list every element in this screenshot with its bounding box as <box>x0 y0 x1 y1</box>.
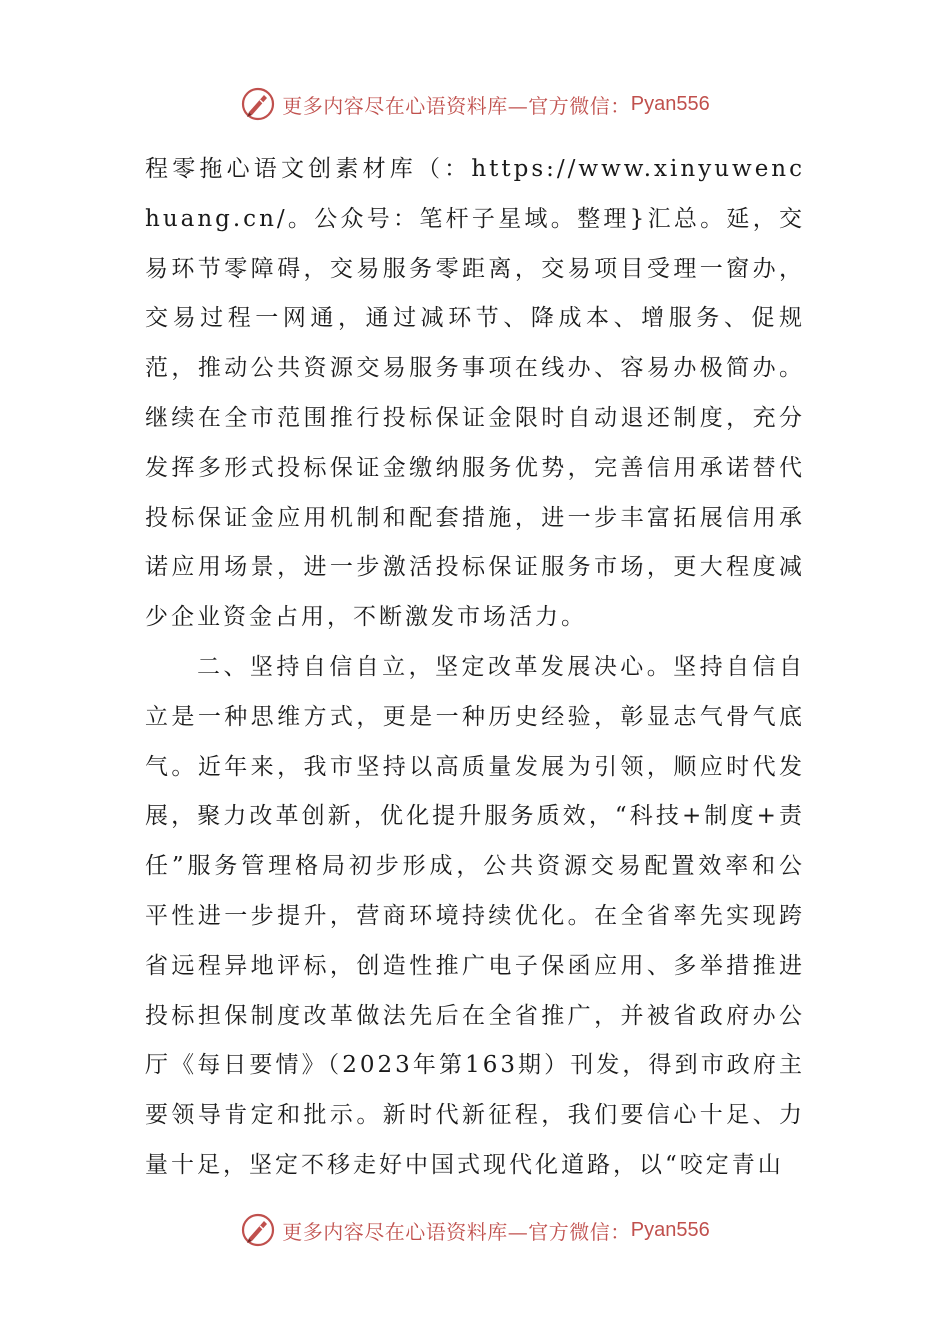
header-banner <box>0 84 950 124</box>
pen-logo-icon <box>240 1212 276 1248</box>
wechat-id: Pyan556 <box>630 1218 710 1241</box>
paragraph: 二、坚持自信自立，坚定改革发展决心。坚持自信自立是一种思维方式，更是一种历史经验，彰显志气骨气底气。近年来，我市坚持以高质量发展为引领，顺应时代发展，聚力改革创新，优化提升服务质效，“科技+制度+责任”服务管理格局初步形成，公共资源交易配置效率和公平性进一步提升，营商环境持续优化。在全省率先实现跨省远程异地评标，创造性推广电子保函应用、多举措推进投标担保制度改革做法先后在全省推广，并被省政府办公厅《每日要情》（2023年第163期）刊发，得到市政府主要领导肯定和批示。新时代新征程，我们要信心十足、力量十足，坚定不移走好中国式现代化道路，以“咬定青山 <box>145 653 805 1178</box>
wechat-id: Pyan556 <box>630 92 710 115</box>
banner-text: 更多内容尽在心语资料库—官方微信： <box>282 1219 631 1244</box>
banner-text: 更多内容尽在心语资料库—官方微信： <box>282 93 631 118</box>
document-body <box>145 145 805 1191</box>
footer-banner <box>0 1210 950 1250</box>
pen-logo-icon <box>240 86 276 122</box>
paragraph: 程零拖心语文创素材库（：https://www.xinyuwenchuang.cn/。公众号：笔杆子星域。整理}汇总。延，交易环节零障碍，交易服务零距离，交易项目受理一窗办，交易过程一网通，通过减环节、降成本、增服务、促规范，推动公共资源交易服务事项在线办、容易办极简办。继续在全市范围推行投标保证金限时自动退还制度，充分发挥多形式投标保证金缴纳服务优势，完善信用承诺替代投标保证金应用机制和配套措施，进一步丰富拓展信用承诺应用场景，进一步激活投标保证服务市场，更大程度减少企业资金占用，不断激发市场活力。 <box>145 156 805 631</box>
